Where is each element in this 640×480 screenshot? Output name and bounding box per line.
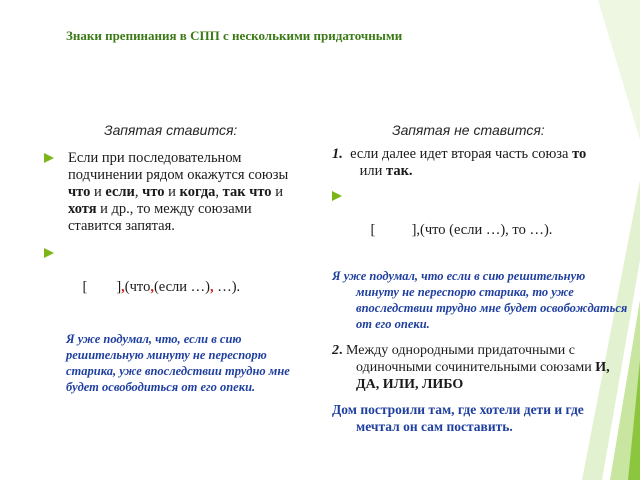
- scheme-part: …).: [213, 279, 241, 295]
- scheme-comma: ,: [121, 279, 125, 295]
- rule-text: и др., то между союзами ставится запятая.: [68, 201, 252, 234]
- comma-scheme-bullet: [44, 245, 306, 313]
- conjunction: так что: [222, 184, 272, 200]
- no-comma-rule-1: [332, 146, 630, 180]
- rule-text: ,: [215, 184, 223, 200]
- right-column: [332, 146, 630, 435]
- conjunction: когда: [179, 184, 216, 200]
- scheme-text: [ ],(что (если …), то …).: [370, 222, 553, 238]
- rule-text: и: [164, 184, 180, 200]
- conjunction: И, ДА, ИЛИ, ЛИБО: [356, 360, 610, 392]
- conjunction: хотя: [68, 201, 97, 217]
- conjunction: что: [142, 184, 165, 200]
- bullet-triangle-icon: [332, 191, 342, 201]
- right-column-heading: Запятая не ставится:: [392, 122, 545, 138]
- scheme-part: [ ]: [82, 279, 122, 295]
- rule-text: ,: [134, 184, 143, 200]
- bullet-triangle-icon: [44, 153, 54, 163]
- rule-text: Если при последовательном подчинении рядом окажутся союзы: [68, 150, 289, 183]
- left-example: Я уже подумал, что, если в сию решительную минуту не переспорю старика, уже впоследствии трудно мне будет освободиться от его опеки.: [66, 332, 290, 394]
- rule-text: или: [356, 163, 387, 179]
- rule-number-dot: .: [339, 343, 343, 358]
- conjunction: так.: [386, 163, 413, 179]
- no-comma-scheme-bullet: [332, 188, 630, 256]
- conjunction: что: [68, 184, 91, 200]
- rule-text: если далее идет вторая часть союза: [342, 146, 573, 162]
- no-comma-rule-2: [332, 342, 630, 393]
- rule-number: 1.: [332, 146, 343, 162]
- left-column-heading: Запятая ставится:: [104, 122, 238, 138]
- slide-title: Знаки препинания в СПП с несколькими придаточными: [66, 28, 403, 43]
- scheme-part: (что: [124, 279, 151, 295]
- rule-number: 2: [332, 343, 339, 358]
- left-column: [44, 150, 306, 395]
- conjunction: то: [572, 146, 587, 162]
- right-example-1: Я уже подумал, что если в сию решительную минуту не переспорю старика, то уже впоследствии трудно мне будет освобождаться от его опеки.: [332, 269, 628, 331]
- rule-text: Между однородными придаточными с одиночными сочинительными союзами: [342, 343, 596, 375]
- rule-text: и: [271, 184, 283, 200]
- scheme-comma: ,: [209, 279, 214, 295]
- rule-text: и: [90, 184, 106, 200]
- scheme-comma: ,: [150, 279, 154, 295]
- right-example-2: Дом построили там, где хотели дети и где мечтал он сам поставить.: [332, 402, 584, 434]
- comma-rule-bullet: [44, 150, 306, 235]
- bullet-triangle-icon: [44, 248, 54, 258]
- scheme-part: (если …): [153, 279, 210, 295]
- conjunction: если: [105, 184, 135, 200]
